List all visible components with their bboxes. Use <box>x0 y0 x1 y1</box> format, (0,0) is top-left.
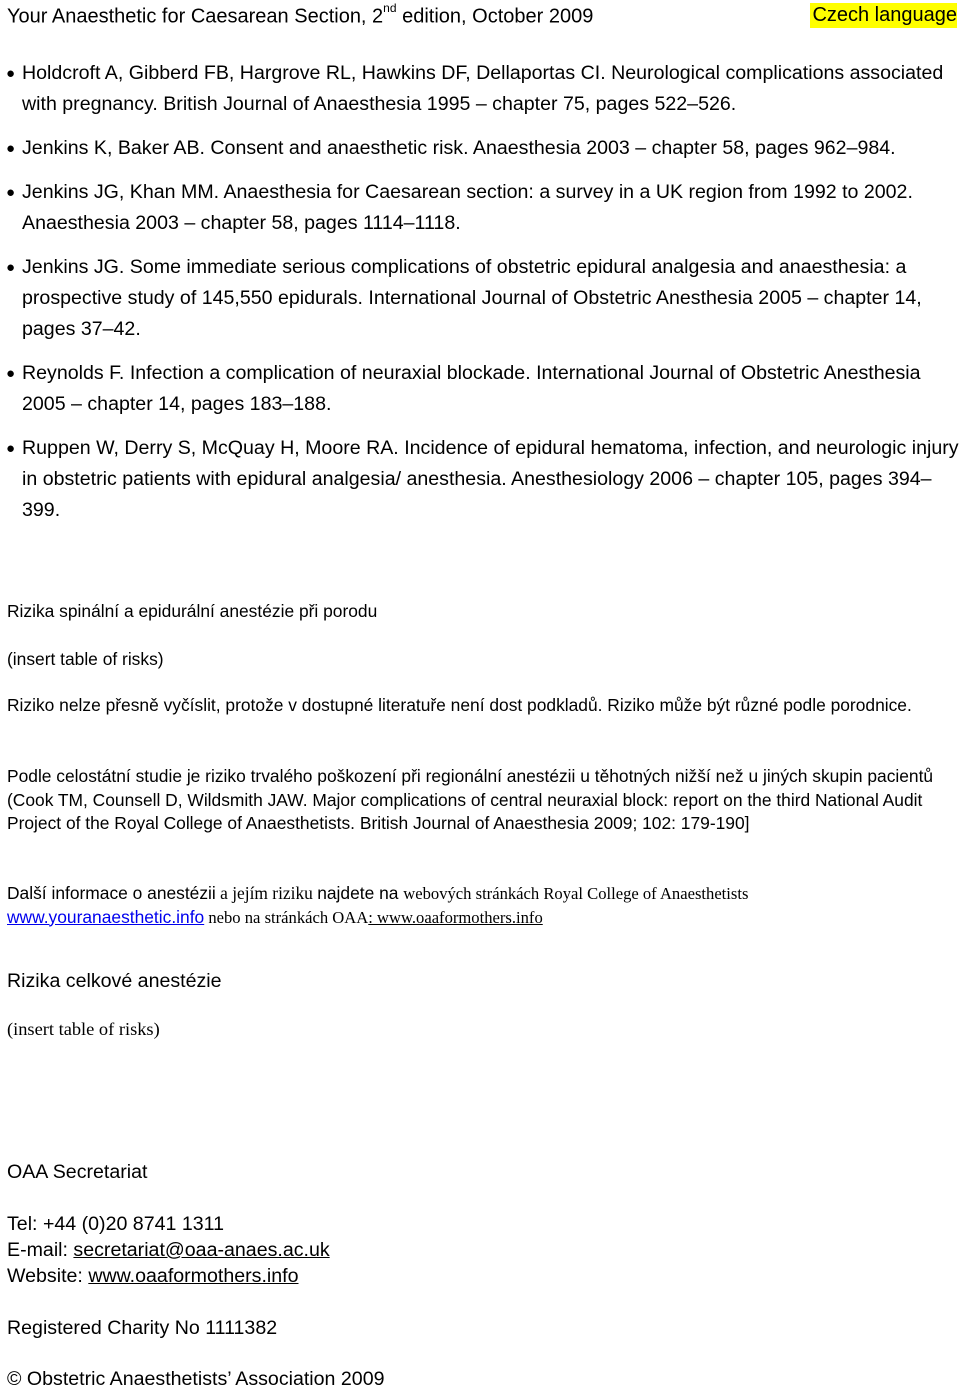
reference-item: ● Jenkins JG. Some immediate serious complications of obstetric epidural analgesia and anaesthesia: a prospective study of 145,550 epidurals. International Journal of Obstetric Anesthesia 2005 – chapter 14, pages 37–42. <box>0 252 960 345</box>
bullet-icon: ● <box>6 140 16 157</box>
document-title: Your Anaesthetic for Caesarean Section, 2nd edition, October 2009 <box>7 1 594 28</box>
oaaformothers-link[interactable]: : www.oaaformothers.info <box>368 907 543 927</box>
email-link[interactable]: secretariat@oaa-anaes.ac.uk <box>73 1239 330 1261</box>
spinal-table-placeholder: (insert table of risks) <box>7 649 164 669</box>
bullet-icon: ● <box>6 65 16 82</box>
reference-item: ● Ruppen W, Derry S, McQuay H, Moore RA. Incidence of epidural hematoma, infection, and neurologic injury in obstetric patients with epidural analgesia/ anesthesia. Anesthesiology 2006 – chapter 105, pages 394–399. <box>0 433 960 526</box>
telephone-line: Tel: +44 (0)20 8741 1311 <box>7 1213 224 1235</box>
page-header <box>7 2 960 30</box>
spinal-paragraph-1: Riziko nelze přesně vyčíslit, protože v dostupné literatuře není dost podkladů. Riziko může být různé podle porodnice. <box>7 695 912 715</box>
reference-list <box>0 58 960 539</box>
email-line: E-mail: secretariat@oaa-anaes.ac.uk <box>7 1239 330 1261</box>
further-info-paragraph: Další informace o anestézii a jejím riziku najdete na webových stránkách Royal College of Anaesthetists www.youranaesthetic.info nebo na stránkách OAA: www.oaaformothers.info <box>7 883 749 927</box>
charity-number: Registered Charity No 1111382 <box>7 1317 278 1339</box>
youranaesthetic-link[interactable]: www.youranaesthetic.info <box>7 906 205 927</box>
bullet-icon: ● <box>6 184 16 201</box>
general-risks-heading: Rizika celkové anestézie <box>7 970 222 992</box>
spinal-risks-heading: Rizika spinální a epidurální anestézie při porodu <box>7 601 378 621</box>
spinal-paragraph-2: Podle celostátní studie je riziko trvalého poškození při regionální anestézii u těhotných nižší než u jiných skupin pacientů (Cook TM, Counsell D, Wildsmith JAW. Major complications of central neuraxial block: report on the third National Audit Project of the Royal College of Anaesthetists. British Journal of Anaesthesia 2009; 102: 179-190] <box>7 766 934 833</box>
website-link[interactable]: www.oaaformothers.info <box>88 1265 299 1287</box>
language-badge: Czech language <box>812 4 957 26</box>
secretariat-name: OAA Secretariat <box>7 1161 148 1183</box>
bullet-icon: ● <box>6 440 16 457</box>
reference-item: ● Reynolds F. Infection a complication of neuraxial blockade. International Journal of Obstetric Anesthesia 2005 – chapter 14, pages 183–188. <box>0 358 960 420</box>
general-table-placeholder: (insert table of risks) <box>7 1019 160 1039</box>
reference-item: ● Jenkins K, Baker AB. Consent and anaesthetic risk. Anaesthesia 2003 – chapter 58, pages 962–984. <box>0 133 960 164</box>
bullet-icon: ● <box>6 259 16 276</box>
reference-item: ● Jenkins JG, Khan MM. Anaesthesia for Caesarean section: a survey in a UK region from 1992 to 2002. Anaesthesia 2003 – chapter 58, pages 1114–1118. <box>0 177 960 239</box>
copyright-icon: © <box>7 1368 22 1390</box>
copyright-line: © Obstetric Anaesthetists’ Association 2009 <box>7 1368 385 1390</box>
reference-item: ● Holdcroft A, Gibberd FB, Hargrove RL, Hawkins DF, Dellaportas CI. Neurological complications associated with pregnancy. British Journal of Anaesthesia 1995 – chapter 75, pages 522–526. <box>0 58 960 120</box>
bullet-icon: ● <box>6 365 16 382</box>
website-line: Website: www.oaaformothers.info <box>7 1265 299 1287</box>
